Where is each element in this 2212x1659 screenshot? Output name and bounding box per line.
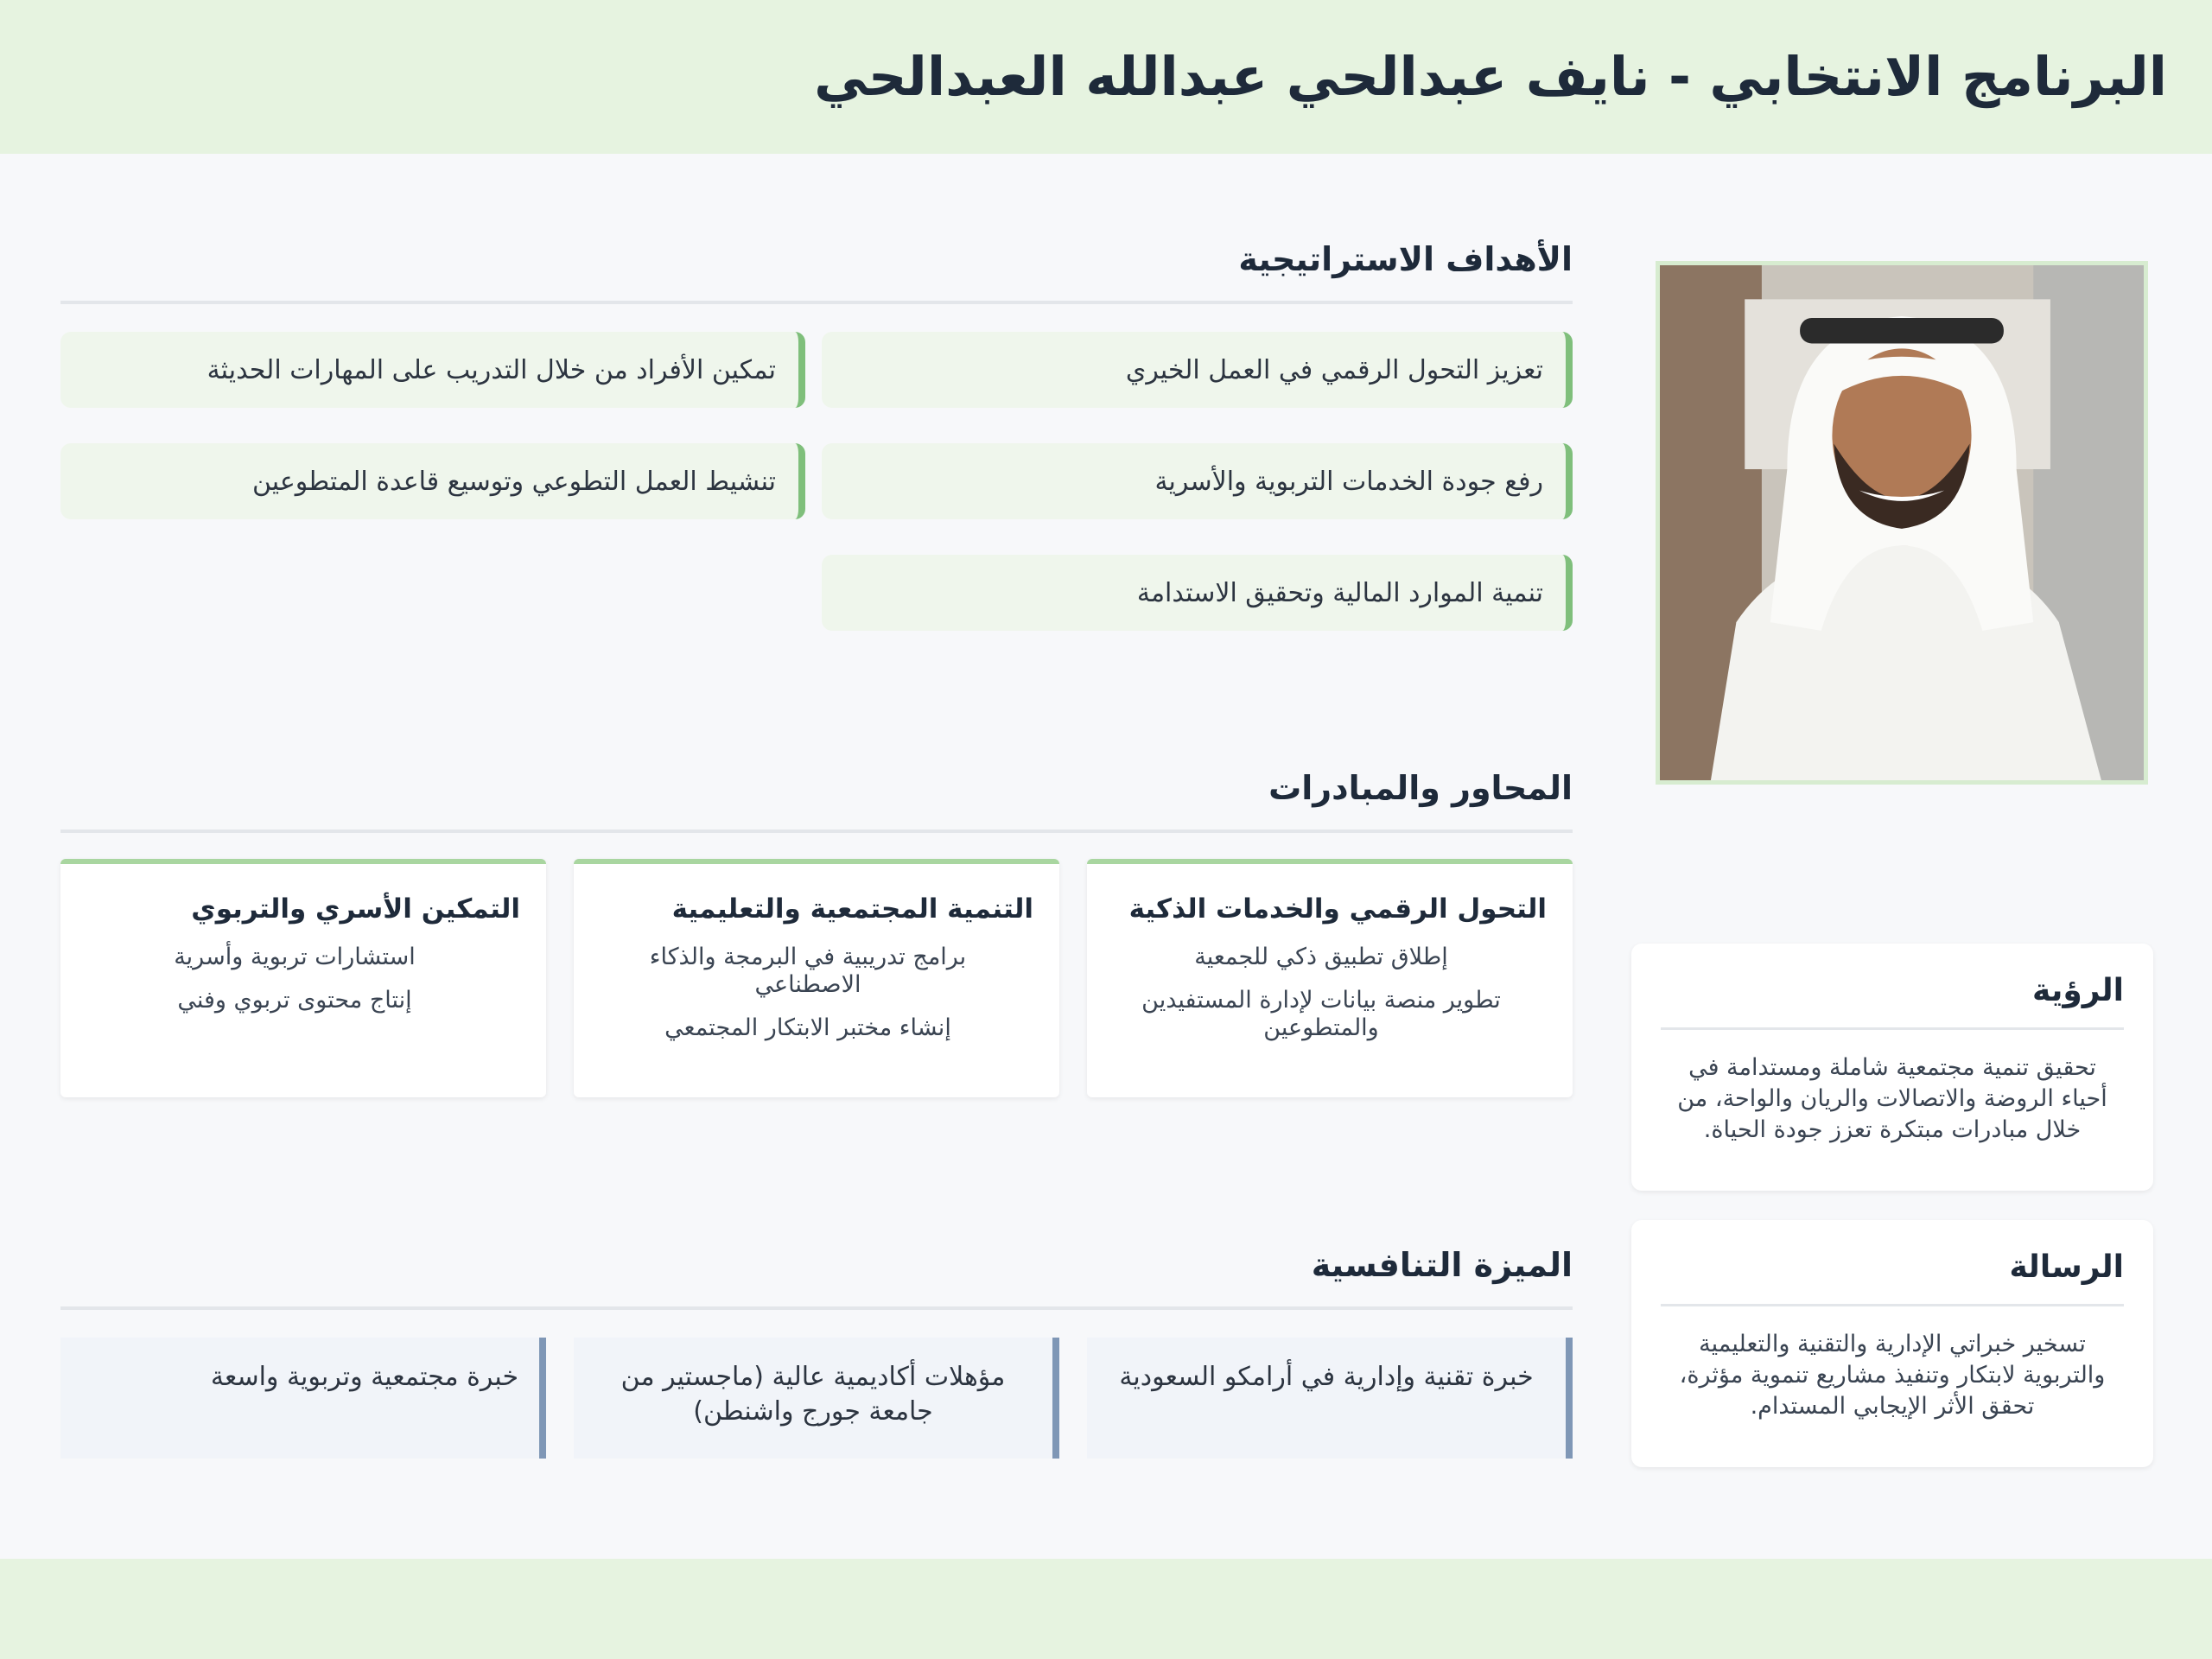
goal-item: تنشيط العمل التطوعي وتوسيع قاعدة المتطوعين xyxy=(60,443,805,519)
header-band xyxy=(0,0,2212,154)
axis-initiative: استشارات تربوية وأسرية xyxy=(174,944,416,970)
goal-item: تعزيز التحول الرقمي في العمل الخيري xyxy=(822,332,1573,408)
axis-initiative: برامج تدريبية في البرمجة والذكاء الاصطناعي xyxy=(649,944,967,998)
advantage-item: خبرة مجتمعية وتربوية واسعة xyxy=(60,1338,546,1459)
page-title: البرنامج الانتخابي - نايف عبدالحي عبدالله العبدالحي xyxy=(814,45,2167,108)
vision-text: تحقيق تنمية مجتمعية شاملة ومستدامة في أحياء الروضة والاتصالات والريان والواحة، من خلال مبادرات مبتكرة تعزز جودة الحياة. xyxy=(1677,1054,2107,1143)
footer-band xyxy=(0,1559,2212,1659)
axis-initiative: إنشاء مختبر الابتكار المجتمعي xyxy=(664,1014,951,1041)
advantage-item: مؤهلات أكاديمية عالية (ماجستير من جامعة جورج واشنطن) xyxy=(574,1338,1059,1459)
goal-item: رفع جودة الخدمات التربوية والأسرية xyxy=(822,443,1573,519)
axis-initiative: إطلاق تطبيق ذكي للجمعية xyxy=(1194,944,1448,970)
goal-item: تمكين الأفراد من خلال التدريب على المهارات الحديثة xyxy=(60,332,805,408)
goal-item: تنمية الموارد المالية وتحقيق الاستدامة xyxy=(822,555,1573,631)
mission-text: تسخير خبراتي الإدارية والتقنية والتعليمية والتربوية لابتكار وتنفيذ مشاريع تنموية مؤثرة، تحقق الأثر الإيجابي المستدام. xyxy=(1679,1331,2106,1420)
axis-card-community xyxy=(574,859,1059,1097)
axis-card-family xyxy=(60,859,546,1097)
goals-section-title: الأهداف الاستراتيجية xyxy=(60,240,1573,304)
axis-card-title: التمكين الأسري والتربوي xyxy=(191,893,520,925)
advantages-section-title: الميزة التنافسية xyxy=(60,1246,1573,1310)
axes-section-title: المحاور والمبادرات xyxy=(60,769,1573,833)
vision-card xyxy=(1631,944,2153,1191)
axis-card-digital xyxy=(1087,859,1573,1097)
mission-title: الرسالة xyxy=(1661,1249,2124,1306)
advantage-item: خبرة تقنية وإدارية في أرامكو السعودية xyxy=(1087,1338,1573,1459)
candidate-photo xyxy=(1656,261,2148,785)
axis-card-title: التنمية المجتمعية والتعليمية xyxy=(671,893,1033,925)
candidate-portrait-image xyxy=(1660,265,2144,780)
axis-card-title: التحول الرقمي والخدمات الذكية xyxy=(1128,893,1547,925)
axis-initiative: تطوير منصة بيانات لإدارة المستفيدين والمتطوعين xyxy=(1141,987,1501,1041)
mission-card xyxy=(1631,1220,2153,1467)
vision-title: الرؤية xyxy=(1661,973,2124,1030)
axis-initiative: إنتاج محتوى تربوي وفني xyxy=(177,987,412,1014)
